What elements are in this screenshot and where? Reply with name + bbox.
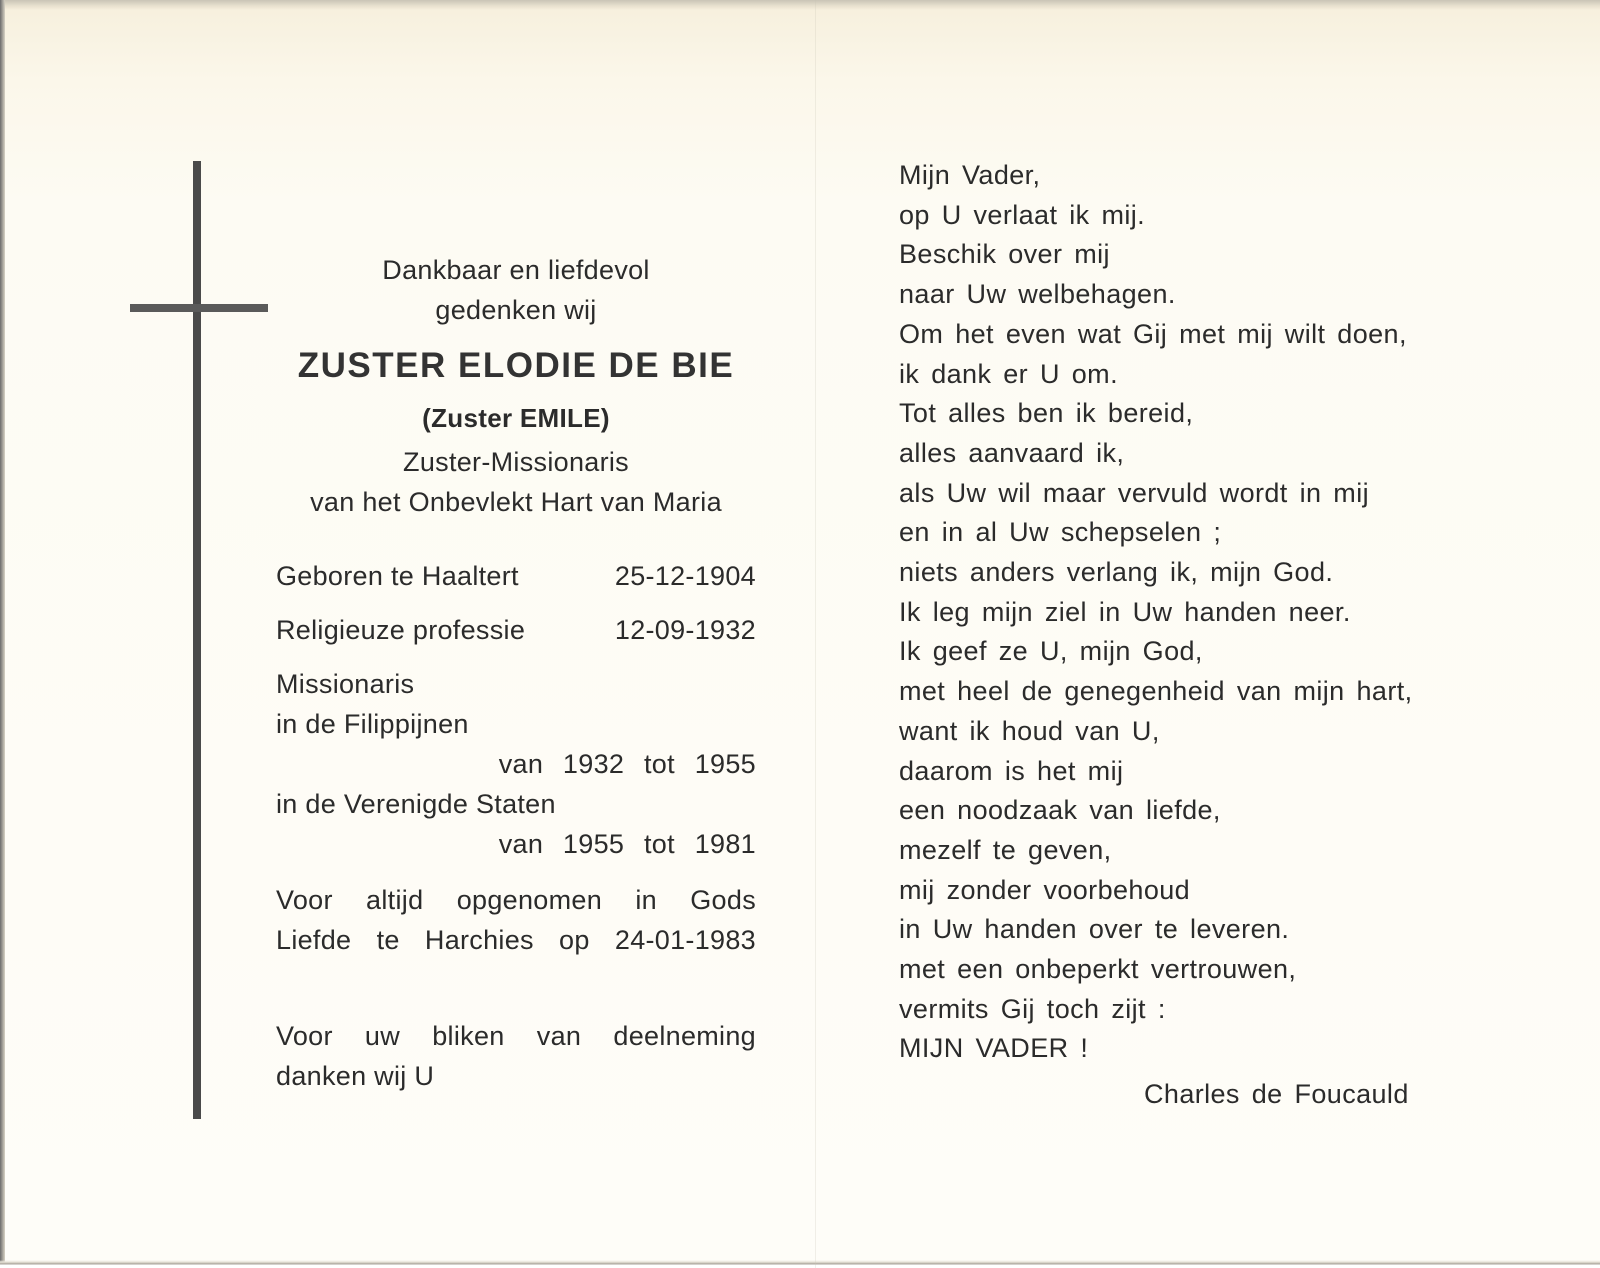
paper-bottom-edge — [0, 1260, 1600, 1268]
poem-line: MIJN VADER ! — [899, 1033, 1089, 1064]
poem-line: Ik geef ze U, mijn God, — [899, 636, 1203, 667]
order-line: van het Onbevlekt Hart van Maria — [310, 487, 722, 517]
mission-period: van 1955 tot 1981 — [498, 829, 756, 859]
poem-line: niets anders verlang ik, mijn God. — [899, 557, 1334, 588]
intro-line: gedenken wij — [435, 295, 597, 325]
right-page-poem — [899, 156, 1519, 1115]
birth-label: Geboren te Haaltert — [276, 561, 519, 591]
death-line: Voor altijd opgenomen in Gods — [276, 885, 756, 915]
mission-period: van 1932 tot 1955 — [498, 749, 756, 779]
poem-line: Om het even wat Gij met mij wilt doen, — [899, 318, 1407, 349]
order-line: Zuster-Missionaris — [403, 447, 629, 477]
profession-row — [276, 610, 756, 650]
deceased-name: ZUSTER ELODIE DE BIE — [297, 346, 735, 385]
thanks — [276, 1016, 756, 1096]
missions — [276, 664, 756, 864]
intro — [276, 250, 756, 330]
mission-place: in de Filippijnen — [276, 709, 469, 739]
poem-line: met een onbeperkt vertrouwen, — [899, 954, 1297, 985]
profession-label: Religieuze professie — [276, 615, 526, 645]
poem-line: Beschik over mij — [899, 239, 1110, 270]
thanks-line: danken wij U — [276, 1061, 435, 1091]
poem-line: vermits Gij toch zijt : — [899, 993, 1166, 1024]
poem-line: ik dank er U om. — [899, 358, 1118, 389]
poem-line: mij zonder voorbehoud — [899, 874, 1191, 905]
poem-line: en in al Uw schepselen ; — [899, 517, 1222, 548]
poem-author: Charles de Foucauld — [1144, 1079, 1409, 1110]
mission-title: Missionaris — [276, 669, 415, 699]
cross-horizontal-bar — [130, 304, 268, 312]
paper-top-edge — [0, 0, 1600, 10]
card-fold — [815, 0, 816, 1268]
paper-left-edge — [0, 0, 5, 1268]
intro-line: Dankbaar en liefdevol — [382, 255, 650, 285]
religious-order — [276, 442, 756, 522]
poem-line: naar Uw welbehagen. — [899, 279, 1176, 310]
mission-place: in de Verenigde Staten — [276, 789, 556, 819]
poem-line: want ik houd van U, — [899, 715, 1160, 746]
death-notice — [276, 880, 756, 960]
death-line: Liefde te Harchies op 24-01-1983 — [276, 925, 756, 955]
religious-name: (Zuster EMILE) — [422, 403, 610, 433]
birth-row — [276, 556, 756, 596]
poem-line: een noodzaak van liefde, — [899, 795, 1221, 826]
birth-date: 25-12-1904 — [614, 561, 756, 591]
poem-line: op U verlaat ik mij. — [899, 199, 1146, 230]
poem-line: alles aanvaard ik, — [899, 437, 1125, 468]
poem-line: daarom is het mij — [899, 755, 1124, 786]
poem-line: Mijn Vader, — [899, 160, 1041, 190]
poem-line: in Uw handen over te leveren. — [899, 914, 1290, 945]
left-page — [276, 250, 756, 1096]
poem-line: als Uw wil maar vervuld wordt in mij — [899, 477, 1369, 508]
poem-line: Tot alles ben ik bereid, — [899, 398, 1194, 429]
poem-line: Ik leg mijn ziel in Uw handen neer. — [899, 596, 1351, 627]
poem-line: mezelf te geven, — [899, 834, 1112, 865]
poem-line: met heel de genegenheid van mijn hart, — [899, 676, 1413, 707]
profession-date: 12-09-1932 — [614, 615, 756, 645]
thanks-line: Voor uw bliken van deelneming — [276, 1021, 756, 1051]
